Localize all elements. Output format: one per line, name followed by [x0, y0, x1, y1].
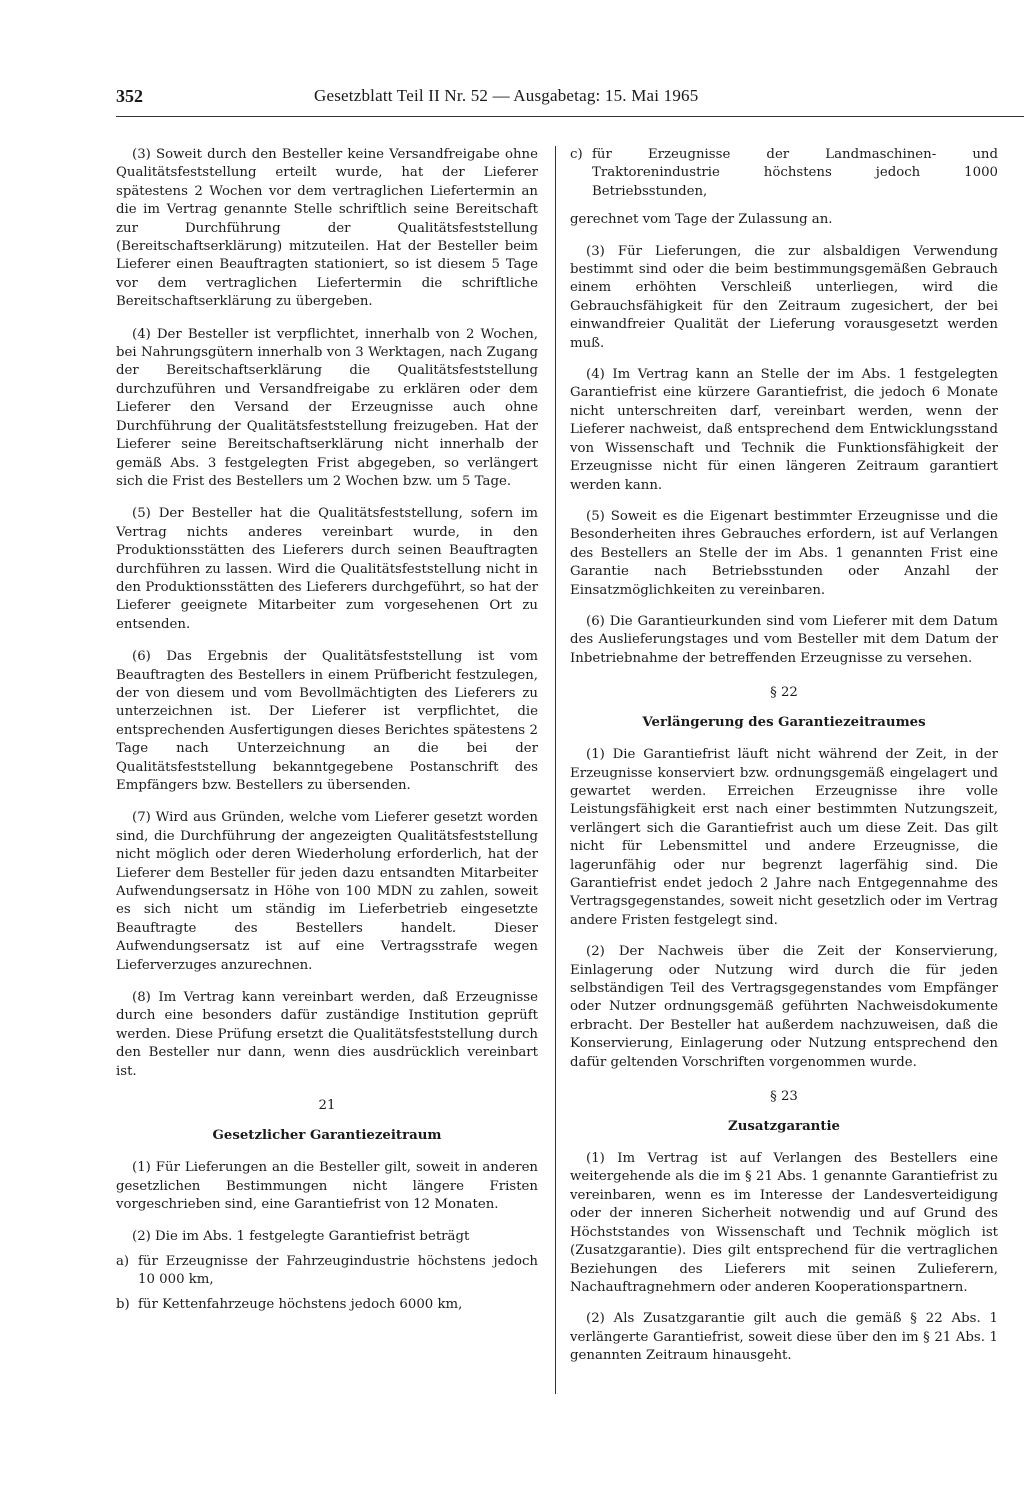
left-column	[116, 146, 538, 1476]
list-item-text: für Erzeugnisse der Fahrzeugindustrie höchstens jedoch 10 000 km,	[138, 1253, 538, 1288]
paragraph: (2) Die im Abs. 1 festgelegte Garantiefrist beträgt	[132, 1229, 470, 1245]
column-divider	[555, 146, 556, 1394]
section-title: Zusatzgarantie	[727, 1119, 841, 1135]
paragraph: (6) Das Ergebnis der Qualitätsfeststellung ist vom Beauftragten des Bestellers in einem Prüfbericht festzulegen, der von diesem und vom Bevollmächtigten des Lieferers zu unterzeichnen ist. Der Lieferer ist verpflichtet, die entsprechenden Ausfertigungen dieses Berichtes spätestens 2 Tage nach Unterzeichnung an die bei der Qualitätsfeststellung bekanntgegebene Postanschrift des Empfängers bzw. Bestellers zu übersenden.	[116, 649, 538, 793]
list-item	[116, 1253, 538, 1290]
paragraph: (6) Die Garantieurkunden sind vom Lieferer mit dem Datum des Auslieferungstages und vom Besteller mit dem Datum der Inbetriebnahme der betreffenden Erzeugnisse zu versehen.	[570, 613, 998, 666]
page-number: 352	[116, 86, 143, 106]
section-number: 21	[318, 1098, 336, 1114]
paragraph: (1) Die Garantiefrist läuft nicht während der Zeit, in der Erzeugnisse konserviert bzw. ordnungsgemäß eingelagert und gewartet werden. Erreichen Erzeugnisse ihre volle Leistungsfähigkeit erst nach einer bestimmten Nutzungszeit, verlängert sich die Garantiefrist auch um diese Zeit. Das gilt nicht für Lebensmittel und andere Erzeugnisse, die lagerunfähig oder nur begrenzt lagerfähig sind. Die Garantiefrist endet jedoch 2 Jahre nach Entgegennahme des Vertragsgegenstandes, soweit nicht gesetzlich oder im Vertrag andere Fristen festgelegt sind.	[570, 747, 998, 928]
paragraph: (4) Im Vertrag kann an Stelle der im Abs. 1 festgelegten Garantiefrist eine kürzere Garantiefrist, die jedoch 6 Monate nicht unterschreiten darf, vereinbart werden, wenn der Lieferer nachweist, daß entsprechend dem Entwicklungsstand von Wissenschaft und Technik die Funktionsfähigkeit der Erzeugnisse nicht für einen längeren Zeitraum garantiert werden kann.	[570, 367, 998, 493]
page-header	[116, 84, 1024, 117]
right-column	[570, 146, 998, 1476]
paragraph: (4) Der Besteller ist verpflichtet, innerhalb von 2 Wochen, bei Nahrungsgütern innerhalb von 3 Werktagen, nach Zugang der Bereitschaftserklärung die Qualitätsfeststellung durchzuführen und Versandfreigabe zu erklären oder dem Lieferer den Versand der Erzeugnisse auch ohne Durchführung der Qualitätsfeststellung freizugeben. Hat der Lieferer seine Bereitschaftserklärung nicht innerhalb der gemäß Abs. 3 festgelegten Frist abgegeben, so verlängert sich die Frist des Bestellers um 2 Wochen bzw. um 5 Tage.	[116, 326, 538, 489]
running-title: Gesetzblatt Teil II Nr. 52 — Ausgabetag: 15. Mai 1965	[314, 86, 699, 105]
section-number: § 22	[770, 685, 798, 701]
paragraph: gerechnet vom Tage der Zulassung an.	[570, 212, 833, 228]
paragraph: (1) Im Vertrag ist auf Verlangen des Bestellers eine weitergehende als die im § 21 Abs. 1 genannte Garantiefrist zu vereinbaren, wenn es im Interesse der Landesverteidigung oder der inneren Sicherheit notwendig und auf Grund des Höchststandes von Wissenschaft und Technik möglich ist (Zusatzgarantie). Dies gilt entsprechend für die vertraglichen Beziehungen des Lieferers mit seinen Zulieferern, Nachauftragnehmern oder anderen Kooperationspartnern.	[570, 1151, 998, 1295]
list-item-label: c)	[570, 147, 583, 162]
paragraph: (3) Soweit durch den Besteller keine Versandfreigabe ohne Qualitätsfeststellung erteilt wurde, hat der Lieferer spätestens 2 Wochen vor dem vertraglichen Liefertermin an die im Vertrag genannte Stelle schriftlich seine Bereitschaft zur Durchführung der Qualitätsfeststellung (Bereitschaftserklärung) mitzuteilen. Hat der Besteller beim Lieferer einen Beauftragten stationiert, so ist diesem 5 Tage vor dem vertraglichen Liefertermin die schriftliche Bereitschaftserklärung zu übergeben.	[116, 147, 538, 310]
list-item-text: für Erzeugnisse der Landmaschinen- und Traktorenindustrie höchstens jedoch 1000 Betriebsstunden,	[592, 147, 998, 199]
section-number: § 23	[770, 1089, 798, 1105]
section-title: Verlängerung des Garantiezeitraumes	[642, 715, 926, 731]
paragraph: (2) Als Zusatzgarantie gilt auch die gemäß § 22 Abs. 1 verlängerte Garantiefrist, soweit diese über den im § 21 Abs. 1 genannten Zeitraum hinausgeht.	[570, 1311, 998, 1364]
list-item-text: für Kettenfahrzeuge höchstens jedoch 6000 km,	[138, 1296, 463, 1312]
list-item-label: b)	[116, 1296, 130, 1312]
list-item	[570, 146, 998, 201]
paragraph: (5) Der Besteller hat die Qualitätsfeststellung, sofern im Vertrag nichts anderes vereinbart wurde, in den Produktionsstätten des Lieferers durch seinen Beauftragten durchführen zu lassen. Wird die Qualitätsfeststellung nicht in den Produktionsstätten des Lieferers durchgeführt, so hat der Lieferer geeignete Mitarbeiter zum vorgesehenen Ort zu entsenden.	[116, 506, 538, 632]
section-title: Gesetzlicher Garantiezeitraum	[212, 1128, 442, 1144]
list-item	[116, 1296, 538, 1314]
list-item-label: a)	[116, 1253, 130, 1269]
paragraph: (7) Wird aus Gründen, welche vom Lieferer gesetzt worden sind, die Durchführung der angezeigten Qualitätsfeststellung nicht möglich oder deren Wiederholung erforderlich, hat der Lieferer dem Besteller für jeden dazu entsandten Mitarbeiter Aufwendungsersatz in Höhe von 100 MDN zu zahlen, soweit es sich nicht um ständig im Lieferbetrieb eingesetzte Beauftragte des Bestellers handelt. Dieser Aufwendungsersatz ist auf eine Vertragsstrafe wegen Lieferverzuges anzurechnen.	[116, 810, 538, 973]
paragraph: (3) Für Lieferungen, die zur alsbaldigen Verwendung bestimmt sind oder die beim bestimmungsgemäßen Gebrauch einem erhöhten Verschleiß unterliegen, wird die Gebrauchsfähigkeit für den Zeitraum zugesichert, der bei einwandfreier Qualität der Lieferung vorausgesetzt werden muß.	[570, 243, 998, 351]
paragraph: (8) Im Vertrag kann vereinbart werden, daß Erzeugnisse durch eine besonders dafür zuständige Institution geprüft werden. Diese Prüfung ersetzt die Qualitätsfeststellung durch den Besteller nur dann, wenn dies ausdrücklich vereinbart ist.	[116, 990, 538, 1079]
paragraph: (1) Für Lieferungen an die Besteller gilt, soweit in anderen gesetzlichen Bestimmungen nicht längere Fristen vorgeschrieben sind, eine Garantiefrist von 12 Monaten.	[116, 1160, 538, 1212]
paragraph: (5) Soweit es die Eigenart bestimmter Erzeugnisse und die Besonderheiten ihres Gebrauches erfordern, ist auf Verlangen des Bestellers an Stelle der im Abs. 1 genannten Frist eine Garantie nach Betriebsstunden oder Anzahl der Einsatzmöglichkeiten zu vereinbaren.	[570, 508, 998, 598]
paragraph: (2) Der Nachweis über die Zeit der Konservierung, Einlagerung oder Nutzung wird durch die für jeden selbständigen Teil des Vertragsgegenstandes vom Empfänger oder Nutzer ordnungsgemäß geführten Nachweisdokumente erbracht. Der Besteller hat außerdem nachzuweisen, daß die Konservierung, Einlagerung oder Nutzung entsprechend den dafür geltenden Vorschriften vorgenommen wurde.	[570, 944, 998, 1070]
